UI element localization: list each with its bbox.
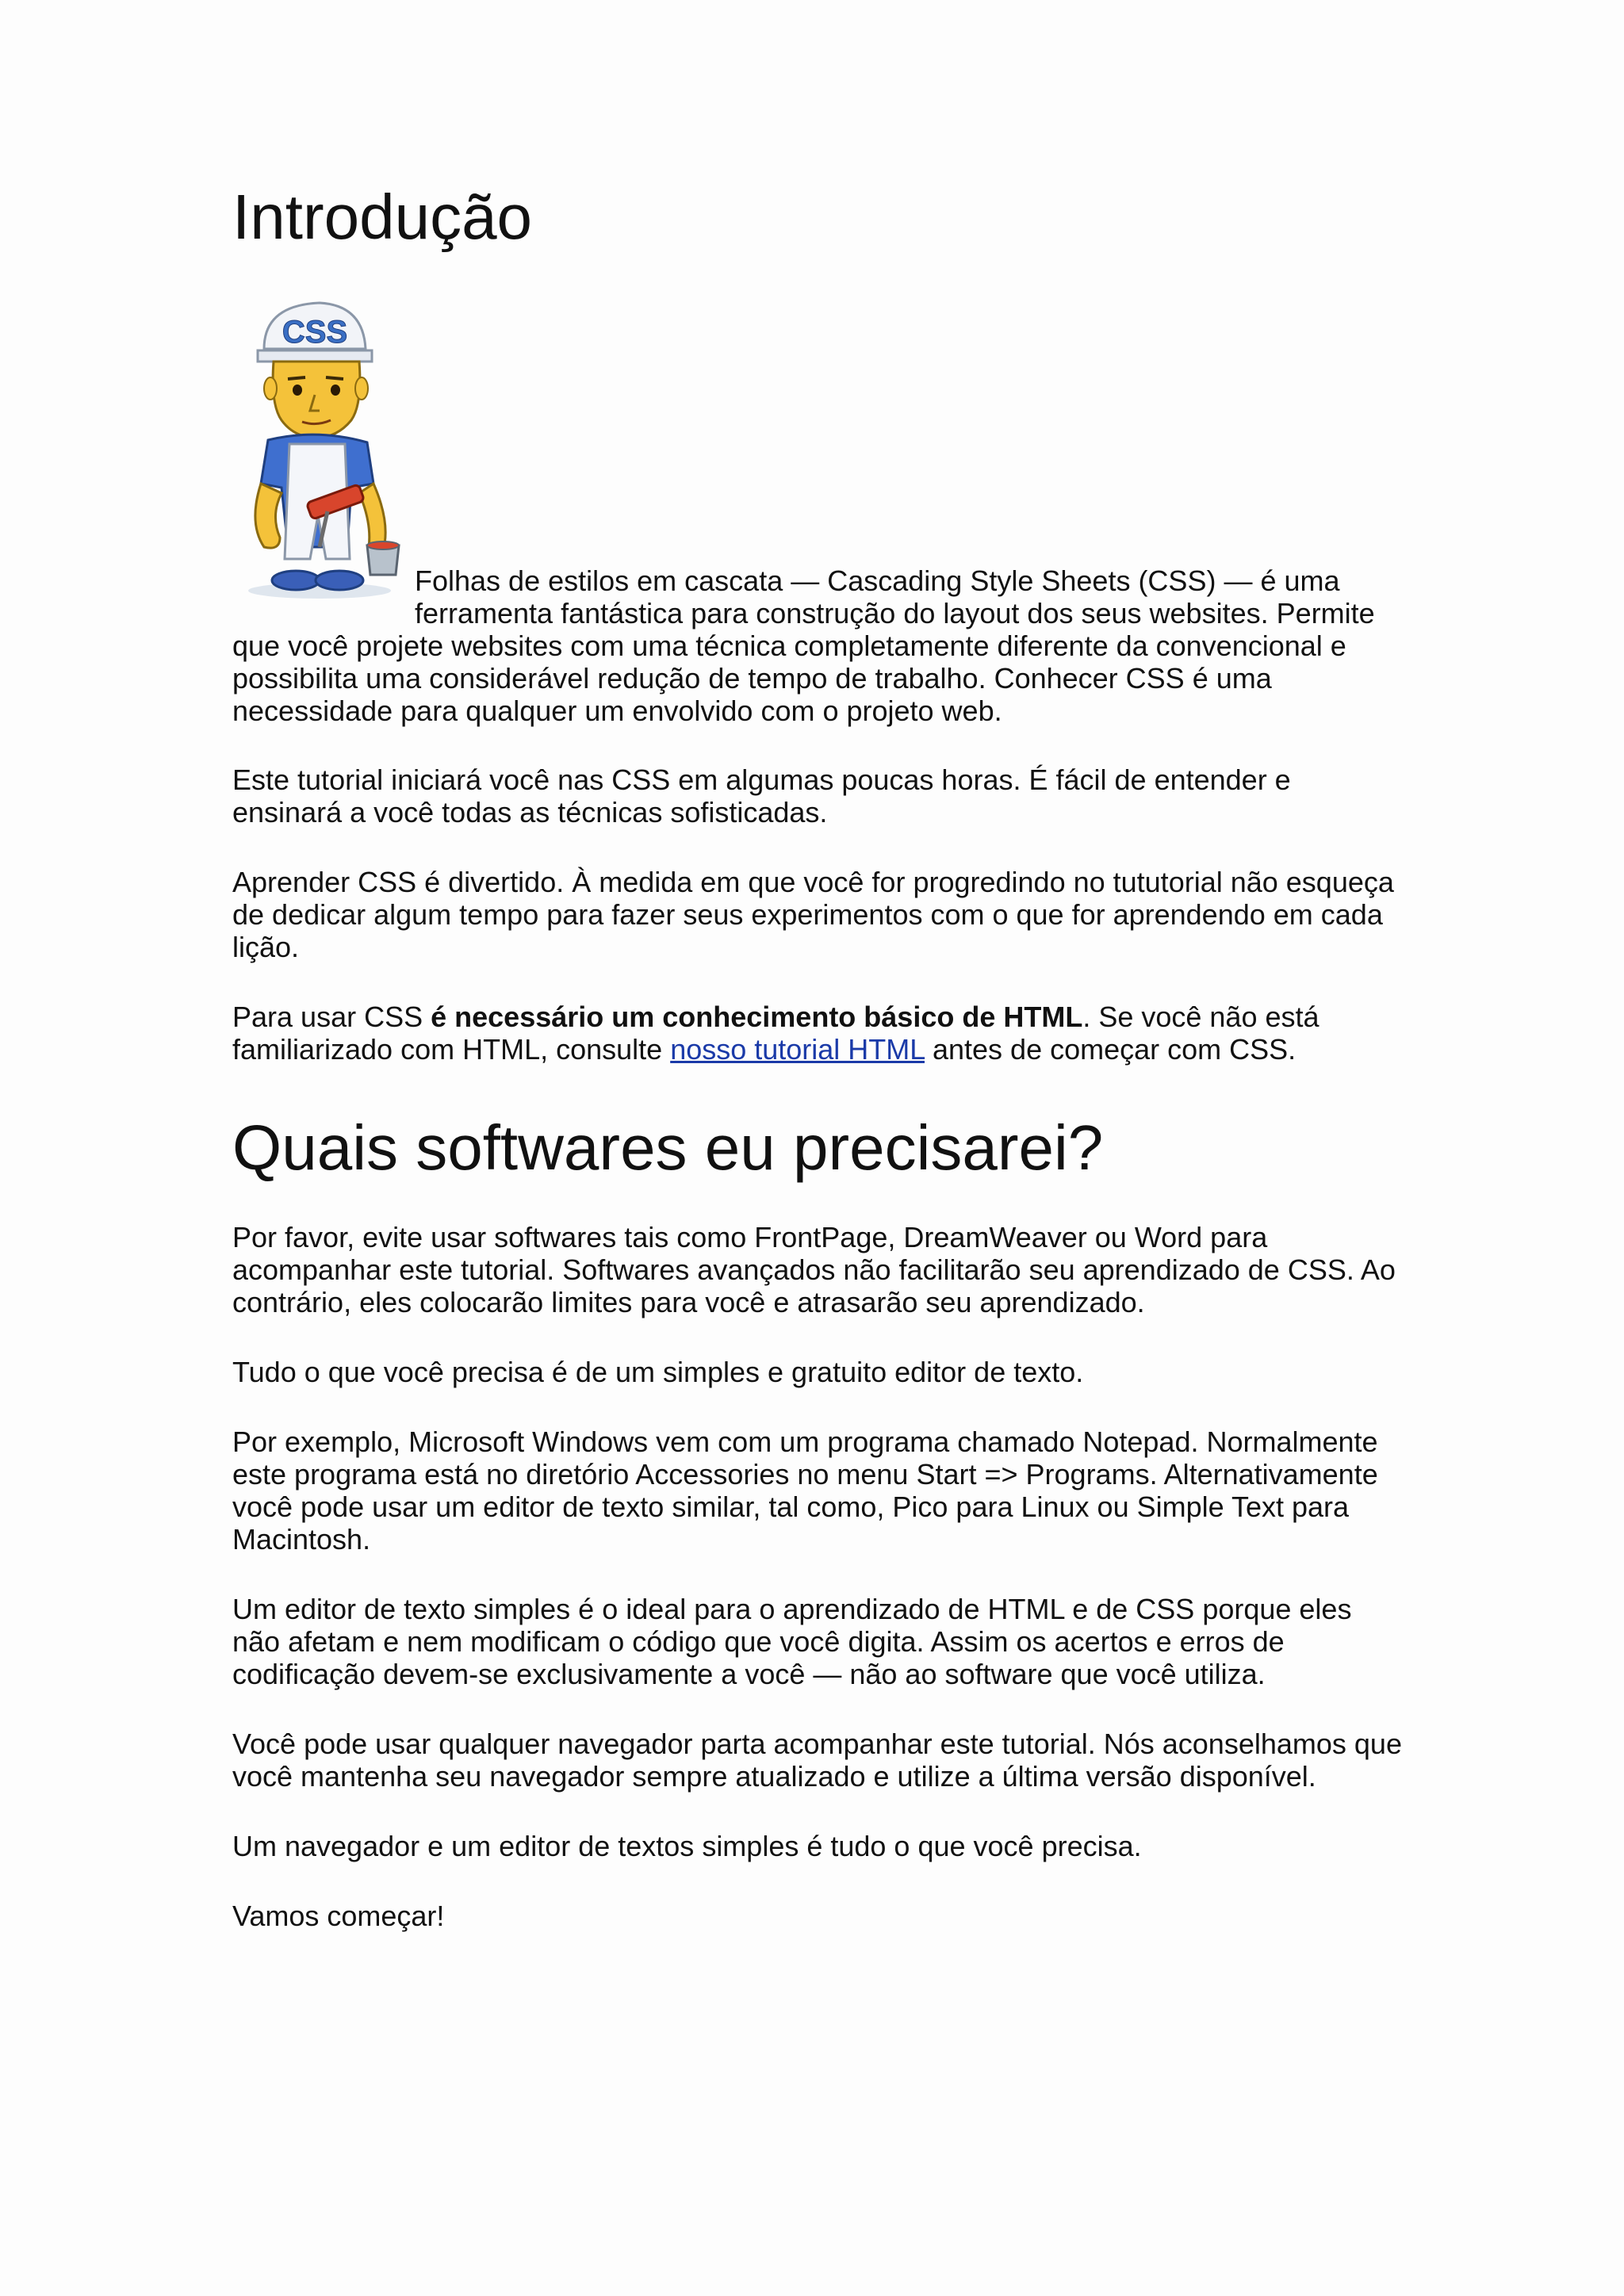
software-paragraph-5: Você pode usar qualquer navegador parta acompanhar este tutorial. Nós aconselhamos que você mantenha seu navegador sempre atualizado e utilize a última versão disponível. [232, 1728, 1402, 1793]
css-mascot-image [232, 285, 415, 603]
intro-paragraph-2: Este tutorial iniciará você nas CSS em algumas poucas horas. É fácil de entender e ensinará a você todas as técnicas sofisticadas. [232, 763, 1291, 828]
html-tutorial-link[interactable]: nosso tutorial HTML [670, 1033, 925, 1066]
intro-block [232, 285, 1406, 727]
software-paragraph-7: Vamos começar! [232, 1900, 445, 1932]
intro-lead-paragraph: Folhas de estilos em cascata — Cascading Style Sheets (CSS) — é uma ferramenta fantástica para construção do layout dos seus websites. Permite que você projete websites com uma técnica completamente diferente da convencional e possibilita uma considerável redução de tempo de trabalho. Conhecer CSS é uma necessidade para qualquer um envolvido com o projeto web. [232, 564, 1375, 727]
intro-paragraph-3: Aprender CSS é divertido. À medida em que você for progredindo no tututorial não esqueça de dedicar algum tempo para fazer seus experimentos com o que for aprendendo em cada lição. [232, 866, 1394, 963]
intro-p4-text-c: antes de começar com CSS. [924, 1033, 1297, 1066]
software-paragraph-6: Um navegador e um editor de textos simples é tudo o que você precisa. [232, 1830, 1142, 1862]
intro-p4-text-a: Para usar CSS [232, 1001, 431, 1033]
heading-introducao: Introdução [232, 182, 533, 252]
software-paragraph-2: Tudo o que você precisa é de um simples e gratuito editor de texto. [232, 1356, 1084, 1388]
software-paragraph-1: Por favor, evite usar softwares tais como FrontPage, DreamWeaver ou Word para acompanhar este tutorial. Softwares avançados não facilitarão seu aprendizado de CSS. Ao contrário, eles colocarão limites para você e atrasarão seu aprendizado. [232, 1221, 1396, 1318]
intro-p4-text-b: . Se você não está familiarizado com HTML, consulte [232, 1001, 1320, 1066]
intro-p4-bold: é necessário um conhecimento básico de HTML [431, 1001, 1083, 1033]
svg-text:CSS: CSS [282, 315, 348, 350]
software-paragraph-4: Um editor de texto simples é o ideal para o aprendizado de HTML e de CSS porque eles não afetam e nem modificam o código que você digita. Assim os acertos e erros de codificação devem-se exclusivamente a você — não ao software que você utiliza. [232, 1593, 1352, 1690]
document-page [232, 182, 1406, 1969]
heading-quais-softwares: Quais softwares eu precisarei? [232, 1112, 1104, 1183]
intro-paragraph-4 [232, 1001, 1406, 1066]
software-paragraph-3: Por exemplo, Microsoft Windows vem com um programa chamado Notepad. Normalmente este programa está no diretório Accessories no menu Start => Programs. Alternativamente você pode usar um editor de texto similar, tal como, Pico para Linux ou Simple Text para Macintosh. [232, 1425, 1378, 1556]
